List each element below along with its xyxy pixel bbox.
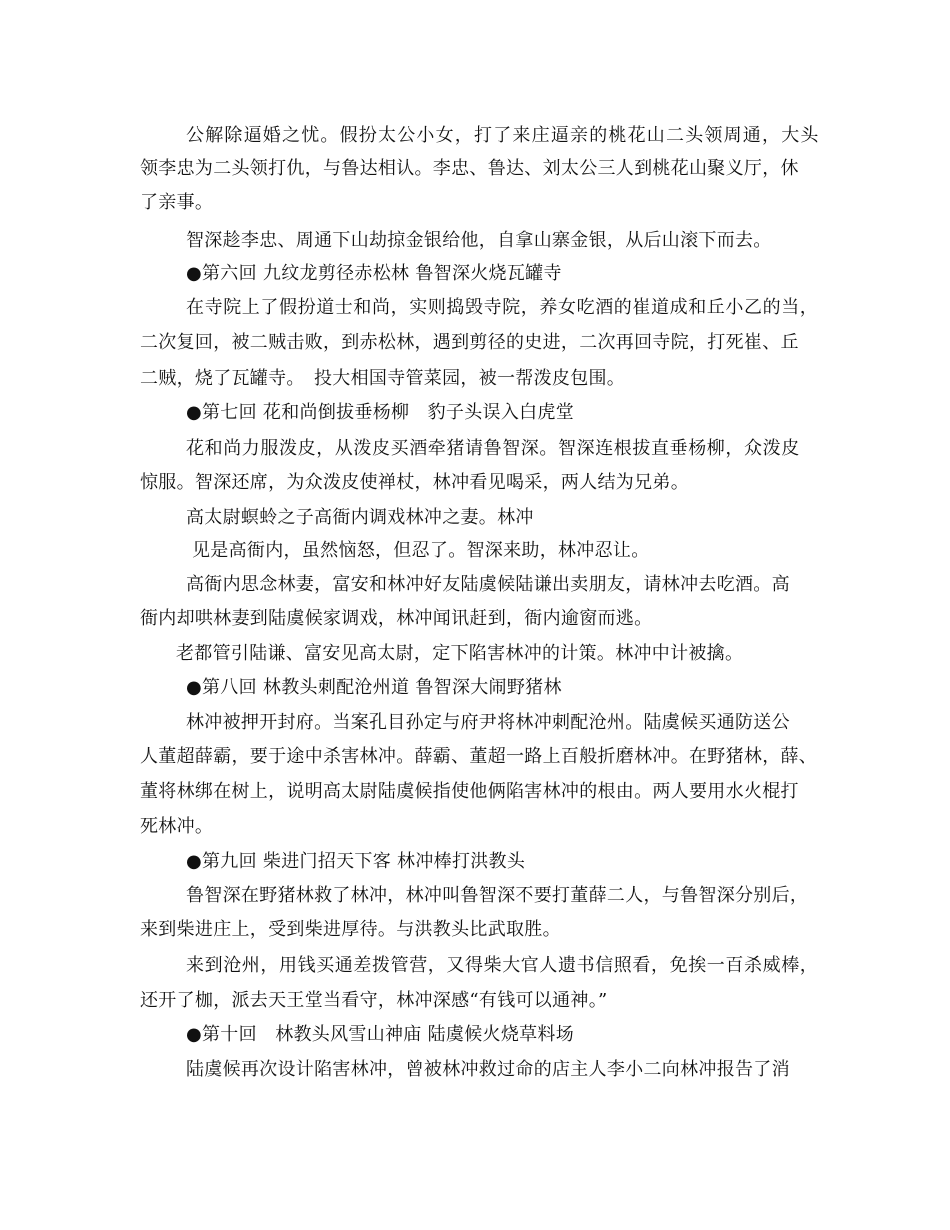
text-line: 二贼，烧了瓦罐寺。 投大相国寺管菜园，被一帮泼皮包围。 (140, 368, 626, 389)
text-line: 衙内却哄林妻到陆虞候家调戏，林冲闻讯赶到，衙内逾窗而逃。 (140, 608, 653, 629)
text-line: 领李忠为二头领打仇，与鲁达相认。李忠、鲁达、刘太公三人到桃花山聚义厅，休 (140, 158, 799, 179)
chapter-heading: ●第八回 林教头刺配沧州道 鲁智深大闹野猪林 (186, 677, 562, 698)
text-line: 惊服。智深还席，为众泼皮使禅杖，林冲看见喝采，两人结为兄弟。 (140, 472, 689, 493)
chapter-heading: ●第六回 九纹龙剪径赤松林 鲁智深火烧瓦罐寺 (186, 263, 562, 284)
text-line: 二次复回，被二贼击败，到赤松林，遇到剪径的史进，二次再回寺院，打死崔、丘 (140, 332, 799, 353)
text-line: 公解除逼婚之忧。假扮太公小女，打了来庄逼亲的桃花山二头领周通，大头 (186, 125, 820, 146)
text-line: 人董超薛霸，要于途中杀害林冲。薛霸、董超一路上百般折磨林冲。在野猪林，薛、 (140, 746, 818, 767)
text-line: 见是高衙内，虽然恼怒，但忍了。智深来助，林冲忍让。 (192, 540, 650, 561)
text-line: 高衙内思念林妻，富安和林冲好友陆虞候陆谦出卖朋友，请林冲去吃酒。高 (186, 574, 790, 595)
text-line: 死林冲。 (140, 816, 214, 837)
text-line: 鲁智深在野猪林救了林冲，林冲叫鲁智深不要打董薛二人，与鲁智深分别后， (186, 885, 809, 906)
text-line: 花和尚力服泼皮，从泼皮买酒牵猪请鲁智深。智深连根拔直垂杨柳，众泼皮 (186, 438, 800, 459)
text-line: 还开了枷，派去天王堂当看守，林冲深感“有钱可以通神。” (140, 990, 608, 1011)
text-line: 来到柴进庄上，受到柴进厚待。与洪教头比武取胜。 (140, 919, 561, 940)
text-line: 董将林绑在树上，说明高太尉陆虞候指使他俩陷害林冲的根由。两人要用水火棍打 (140, 781, 799, 802)
text-line: 来到沧州，用钱买通差拨管营，又得柴大官人遗书信照看，免挨一百杀威棒， (186, 955, 819, 976)
text-line: 在寺院上了假扮道士和尚，实则捣毁寺院，养女吃酒的崔道成和丘小乙的当， (186, 297, 819, 318)
chapter-heading: ●第九回 柴进门招天下客 林冲棒打洪教头 (186, 851, 526, 872)
text-line: 陆虞候再次设计陷害林冲，曾被林冲救过命的店主人李小二向林冲报告了消 (186, 1059, 790, 1080)
chapter-heading: ●第十回 林教头风雪山神庙 陆虞候火烧草料场 (186, 1024, 575, 1045)
chapter-heading: ●第七回 花和尚倒拔垂杨柳 豹子头误入白虎堂 (186, 402, 575, 423)
text-line: 林冲被押开封府。当案孔目孙定与府尹将林冲刺配沧州。陆虞候买通防送公 (186, 712, 790, 733)
text-line: 老都管引陆谦、富安见高太尉，定下陷害林冲的计策。林冲中计被擒。 (176, 643, 744, 664)
text-line: 高太尉螟蛉之子高衙内调戏林冲之妻。林冲 (186, 507, 534, 528)
text-line: 智深趁李忠、周通下山劫掠金银给他，自拿山寨金银，从后山滚下而去。 (186, 230, 772, 251)
text-line: 了亲事。 (140, 192, 214, 213)
